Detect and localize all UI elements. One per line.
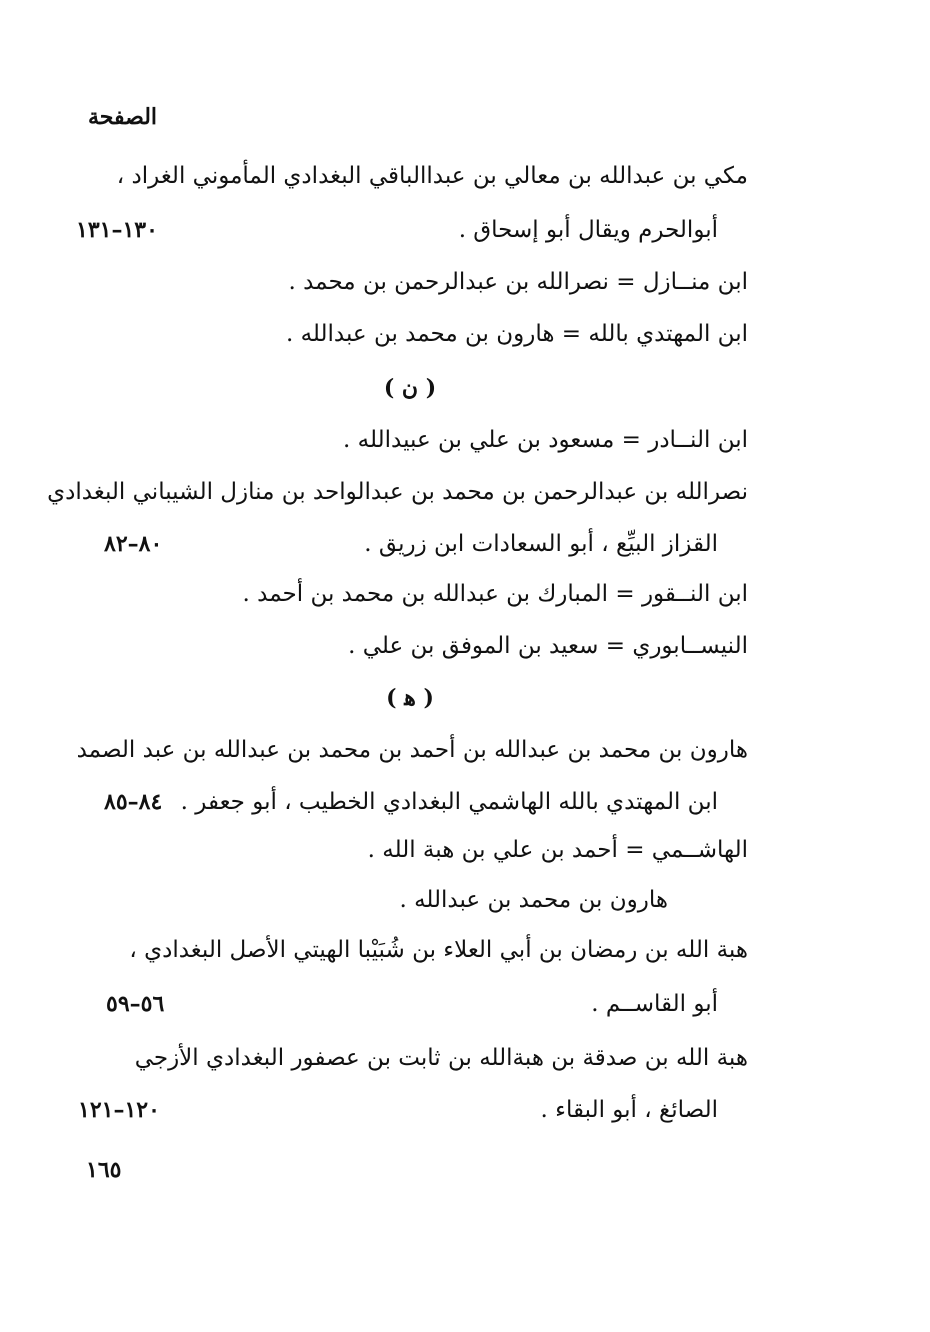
entry-line: أبو القاســم . xyxy=(591,991,718,1017)
cross-reference-line: الهاشــمي = أحمد بن علي بن هبة الله . xyxy=(367,837,748,863)
page-range: ١٢٠–١٢١ xyxy=(78,1097,160,1123)
entry-line: هبة الله بن صدقة بن هبةالله بن ثابت بن عصفور البغدادي الأزجي xyxy=(134,1045,748,1071)
section-letter-heading: ( ﻫ ) xyxy=(386,685,434,711)
entry-line: نصرالله بن عبدالرحمن بن محمد بن عبدالواحد بن منازل الشيباني البغدادي xyxy=(47,479,748,505)
entry-line: هارون بن محمد بن عبدالله . xyxy=(399,887,668,913)
cross-reference-line: ابن النــقور = المبارك بن عبدالله بن محمد بن أحمد . xyxy=(242,581,748,607)
cross-reference-line: النيســابوري = سعيد بن الموفق بن علي . xyxy=(348,633,748,659)
page-column-header: الصفحة xyxy=(88,104,158,130)
entry-line: القزاز البيِّع ، أبو السعادات ابن زريق . xyxy=(364,531,718,557)
page-range: ٥٦–٥٩ xyxy=(106,991,165,1017)
cross-reference-line: ابن النــادر = مسعود بن علي بن عبيدالله . xyxy=(343,427,748,453)
entry-line: هبة الله بن رمضان بن أبي العلاء بن شُبَيْبا الهيتي الأصل البغدادي ، xyxy=(129,937,748,963)
entry-line: هارون بن محمد بن عبدالله بن أحمد بن محمد بن عبدالله بن عبد الصمد xyxy=(76,737,748,763)
entry-line: الصائغ ، أبو البقاء . xyxy=(540,1097,718,1123)
page-range: ١٣٠–١٣١ xyxy=(76,217,158,243)
entry-line: أبوالحرم ويقال أبو إسحاق . xyxy=(458,217,718,243)
page-range: ٨٤–٨٥ xyxy=(104,789,163,815)
page-range: ٨٠–٨٢ xyxy=(104,531,163,557)
cross-reference-line: ابن المهتدي بالله = هارون بن محمد بن عبدالله . xyxy=(285,321,748,347)
cross-reference-line: ابن منــازل = نصرالله بن عبدالرحمن بن محمد . xyxy=(288,269,748,295)
section-letter-heading: ( ن ) xyxy=(383,375,437,401)
entry-line: مكي بن عبدالله بن معالي بن عبداالباقي البغدادي المأموني الغراد ، xyxy=(116,163,748,189)
entry-line: ابن المهتدي بالله الهاشمي البغدادي الخطيب ، أبو جعفر . xyxy=(180,789,718,815)
page-number: ١٦٥ xyxy=(86,1157,122,1183)
